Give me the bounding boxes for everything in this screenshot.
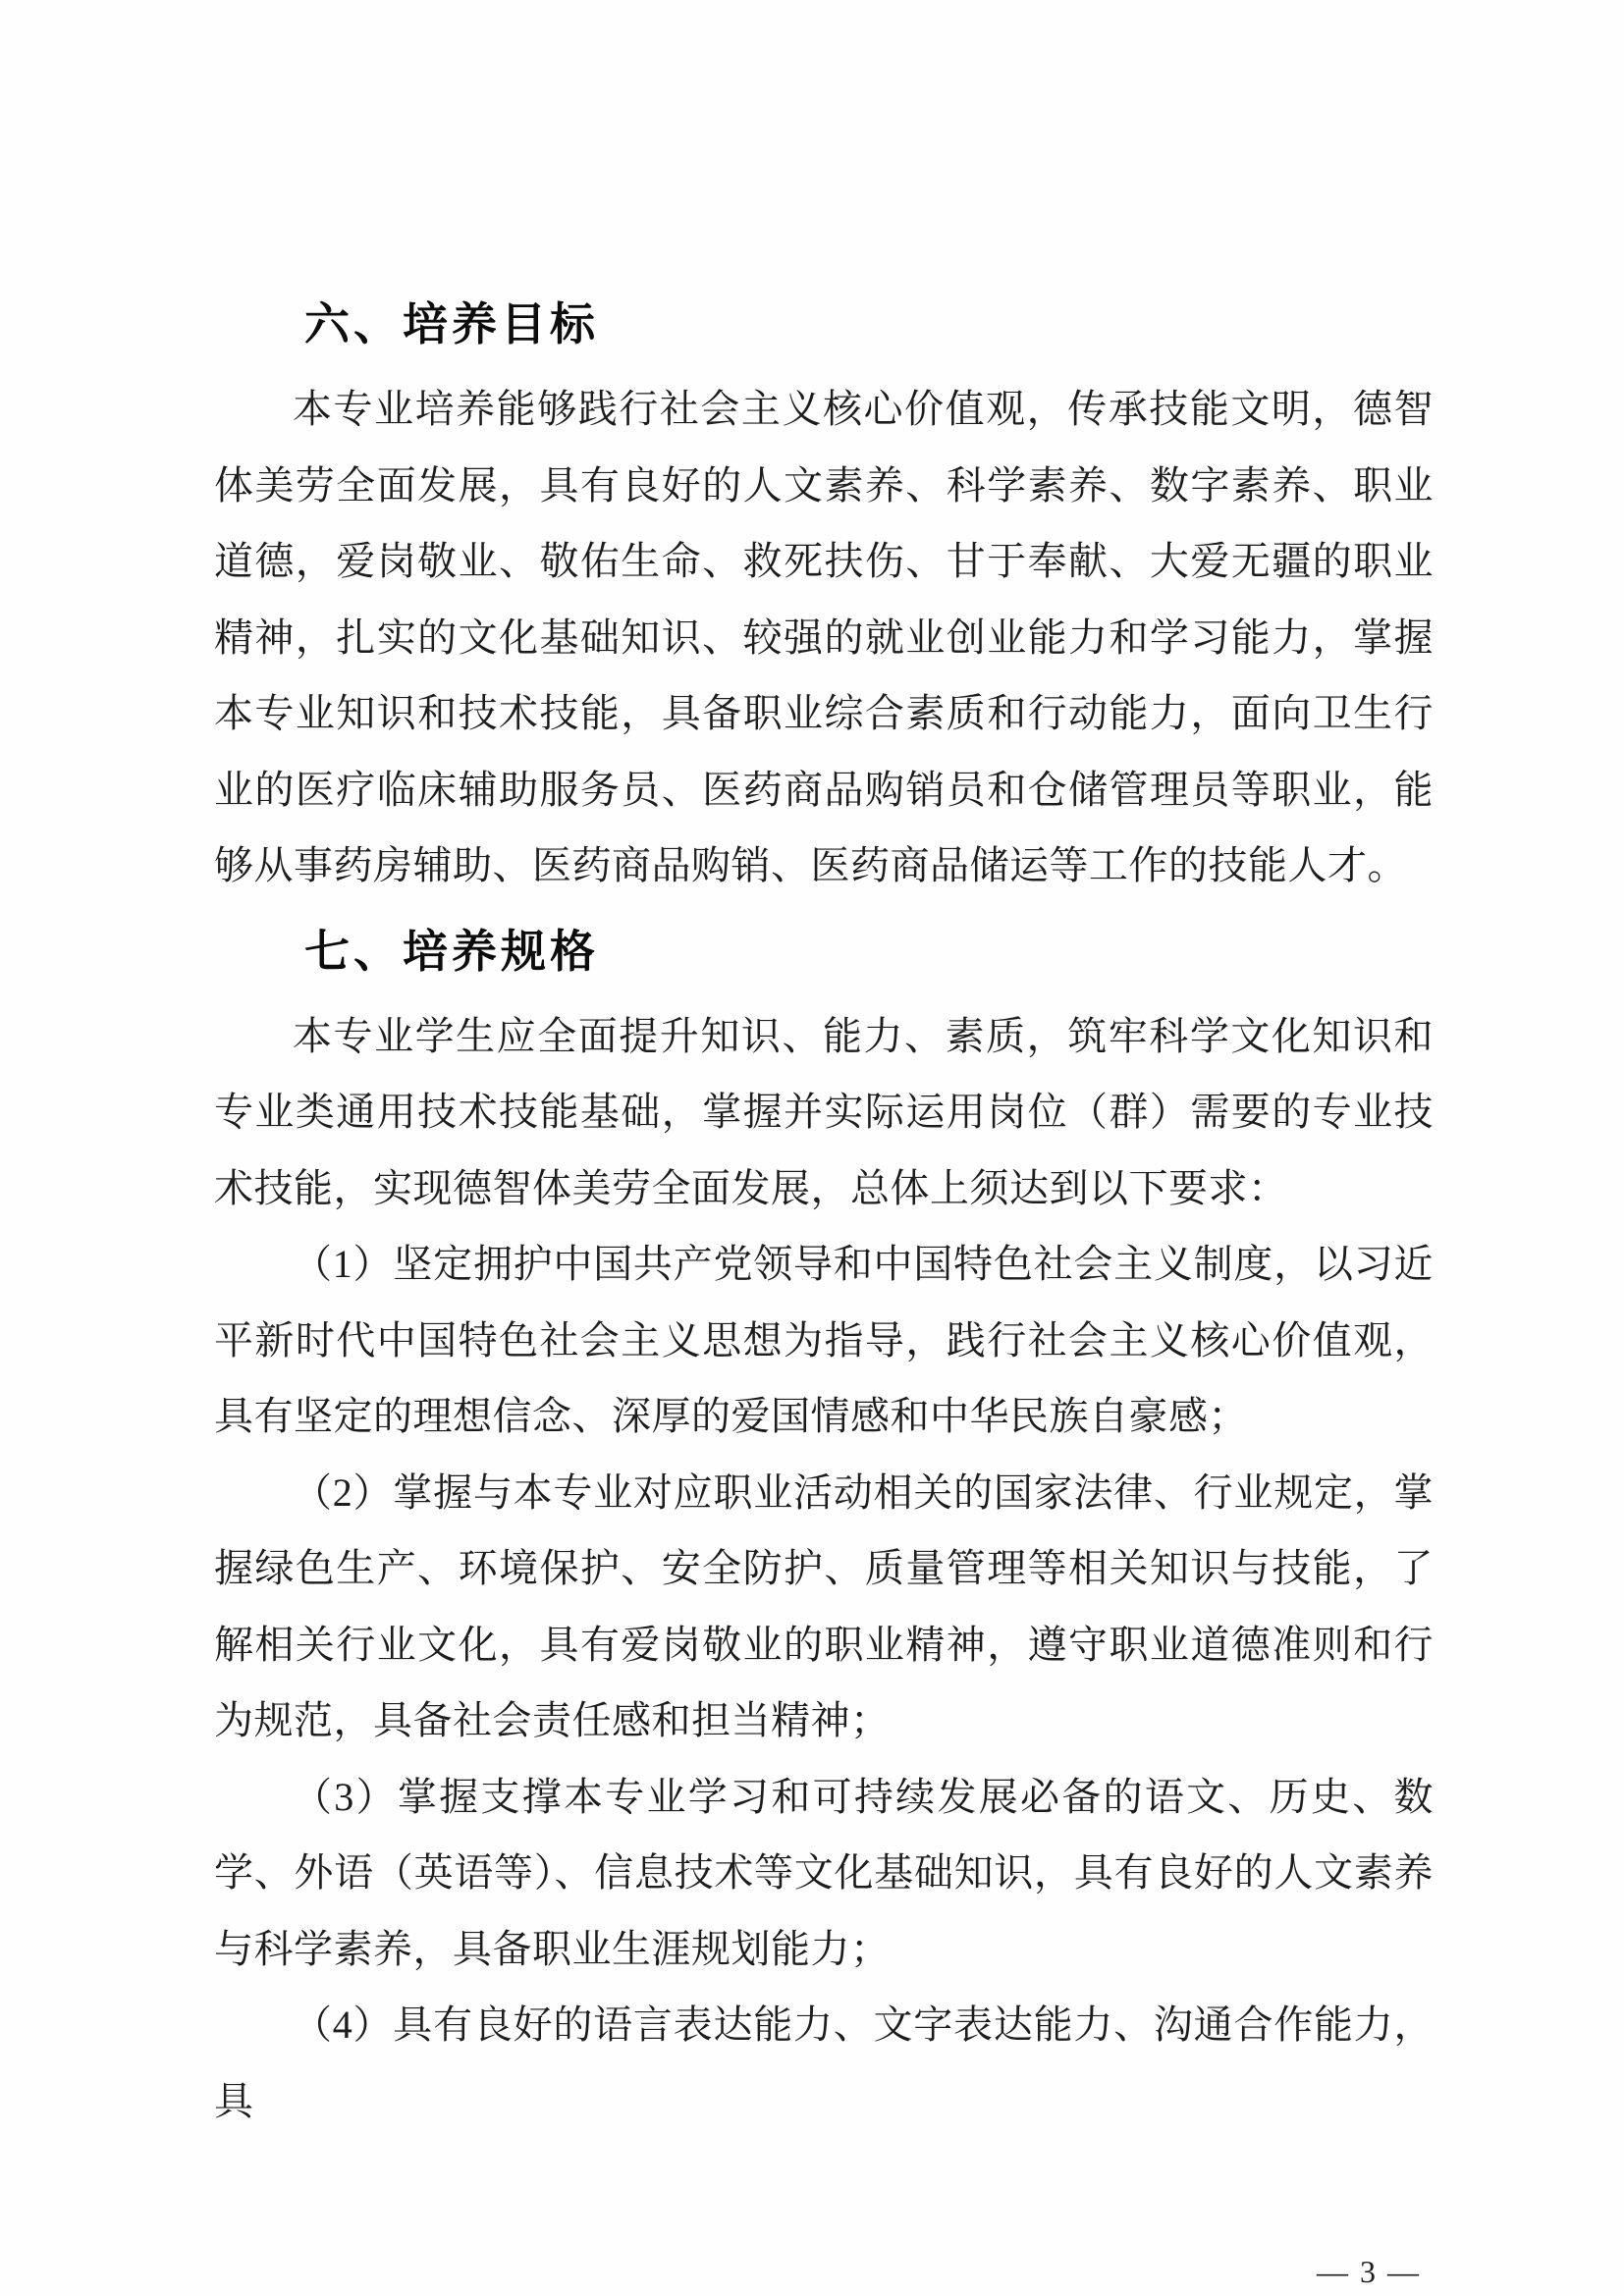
requirement-item-2: （2）掌握与本专业对应职业活动相关的国家法律、行业规定，掌握绿色生产、环境保护、安全防护、质量管理等相关知识与技能，了解相关行业文化，具有爱岗敬业的职业精神，遵守职业道德准则和行为规范，具备社会责任感和担当精神；: [214, 1469, 1434, 1742]
training-objectives-paragraph: 本专业培养能够践行社会主义核心价值观，传承技能文明，德智体美劳全面发展，具有良好的人文素养、科学素养、数字素养、职业道德，爱岗敬业、敬佑生命、救死扶伤、甘于奉献、大爱无疆的职业精神，扎实的文化基础知识、较强的就业创业能力和学习能力，掌握本专业知识和技术技能，具备职业综合素质和行动能力，面向卫生行业的医疗临床辅助服务员、医药商品购销员和仓储管理员等职业，能够从事药房辅助、医药商品购销、医药商品储运等工作的技能人才。: [214, 387, 1434, 887]
section-heading-training-objectives: 六、培养目标: [304, 298, 599, 349]
requirement-item-3: （3）掌握支撑本专业学习和可持续发展必备的语文、历史、数学、外语（英语等）、信息技术等文化基础知识，具有良好的人文素养与科学素养，具备职业生涯规划能力；: [214, 1774, 1434, 1971]
page-number: — 3 —: [1317, 2254, 1421, 2289]
document-content: [214, 294, 1434, 2139]
section-heading-training-specifications: 七、培养规格: [304, 925, 599, 977]
requirement-item-1: （1）坚定拥护中国共产党领导和中国特色社会主义制度，以习近平新时代中国特色社会主义思想为指导，践行社会主义核心价值观，具有坚定的理想信念、深厚的爱国情感和中华民族自豪感；: [214, 1242, 1434, 1438]
training-specifications-intro-paragraph: 本专业学生应全面提升知识、能力、素质，筑牢科学文化知识和专业类通用技术技能基础，掌握并实际运用岗位（群）需要的专业技术技能，实现德智体美劳全面发展，总体上须达到以下要求：: [214, 1013, 1434, 1210]
requirement-item-4: （4）具有良好的语言表达能力、文字表达能力、沟通合作能力，具: [214, 2002, 1434, 2123]
